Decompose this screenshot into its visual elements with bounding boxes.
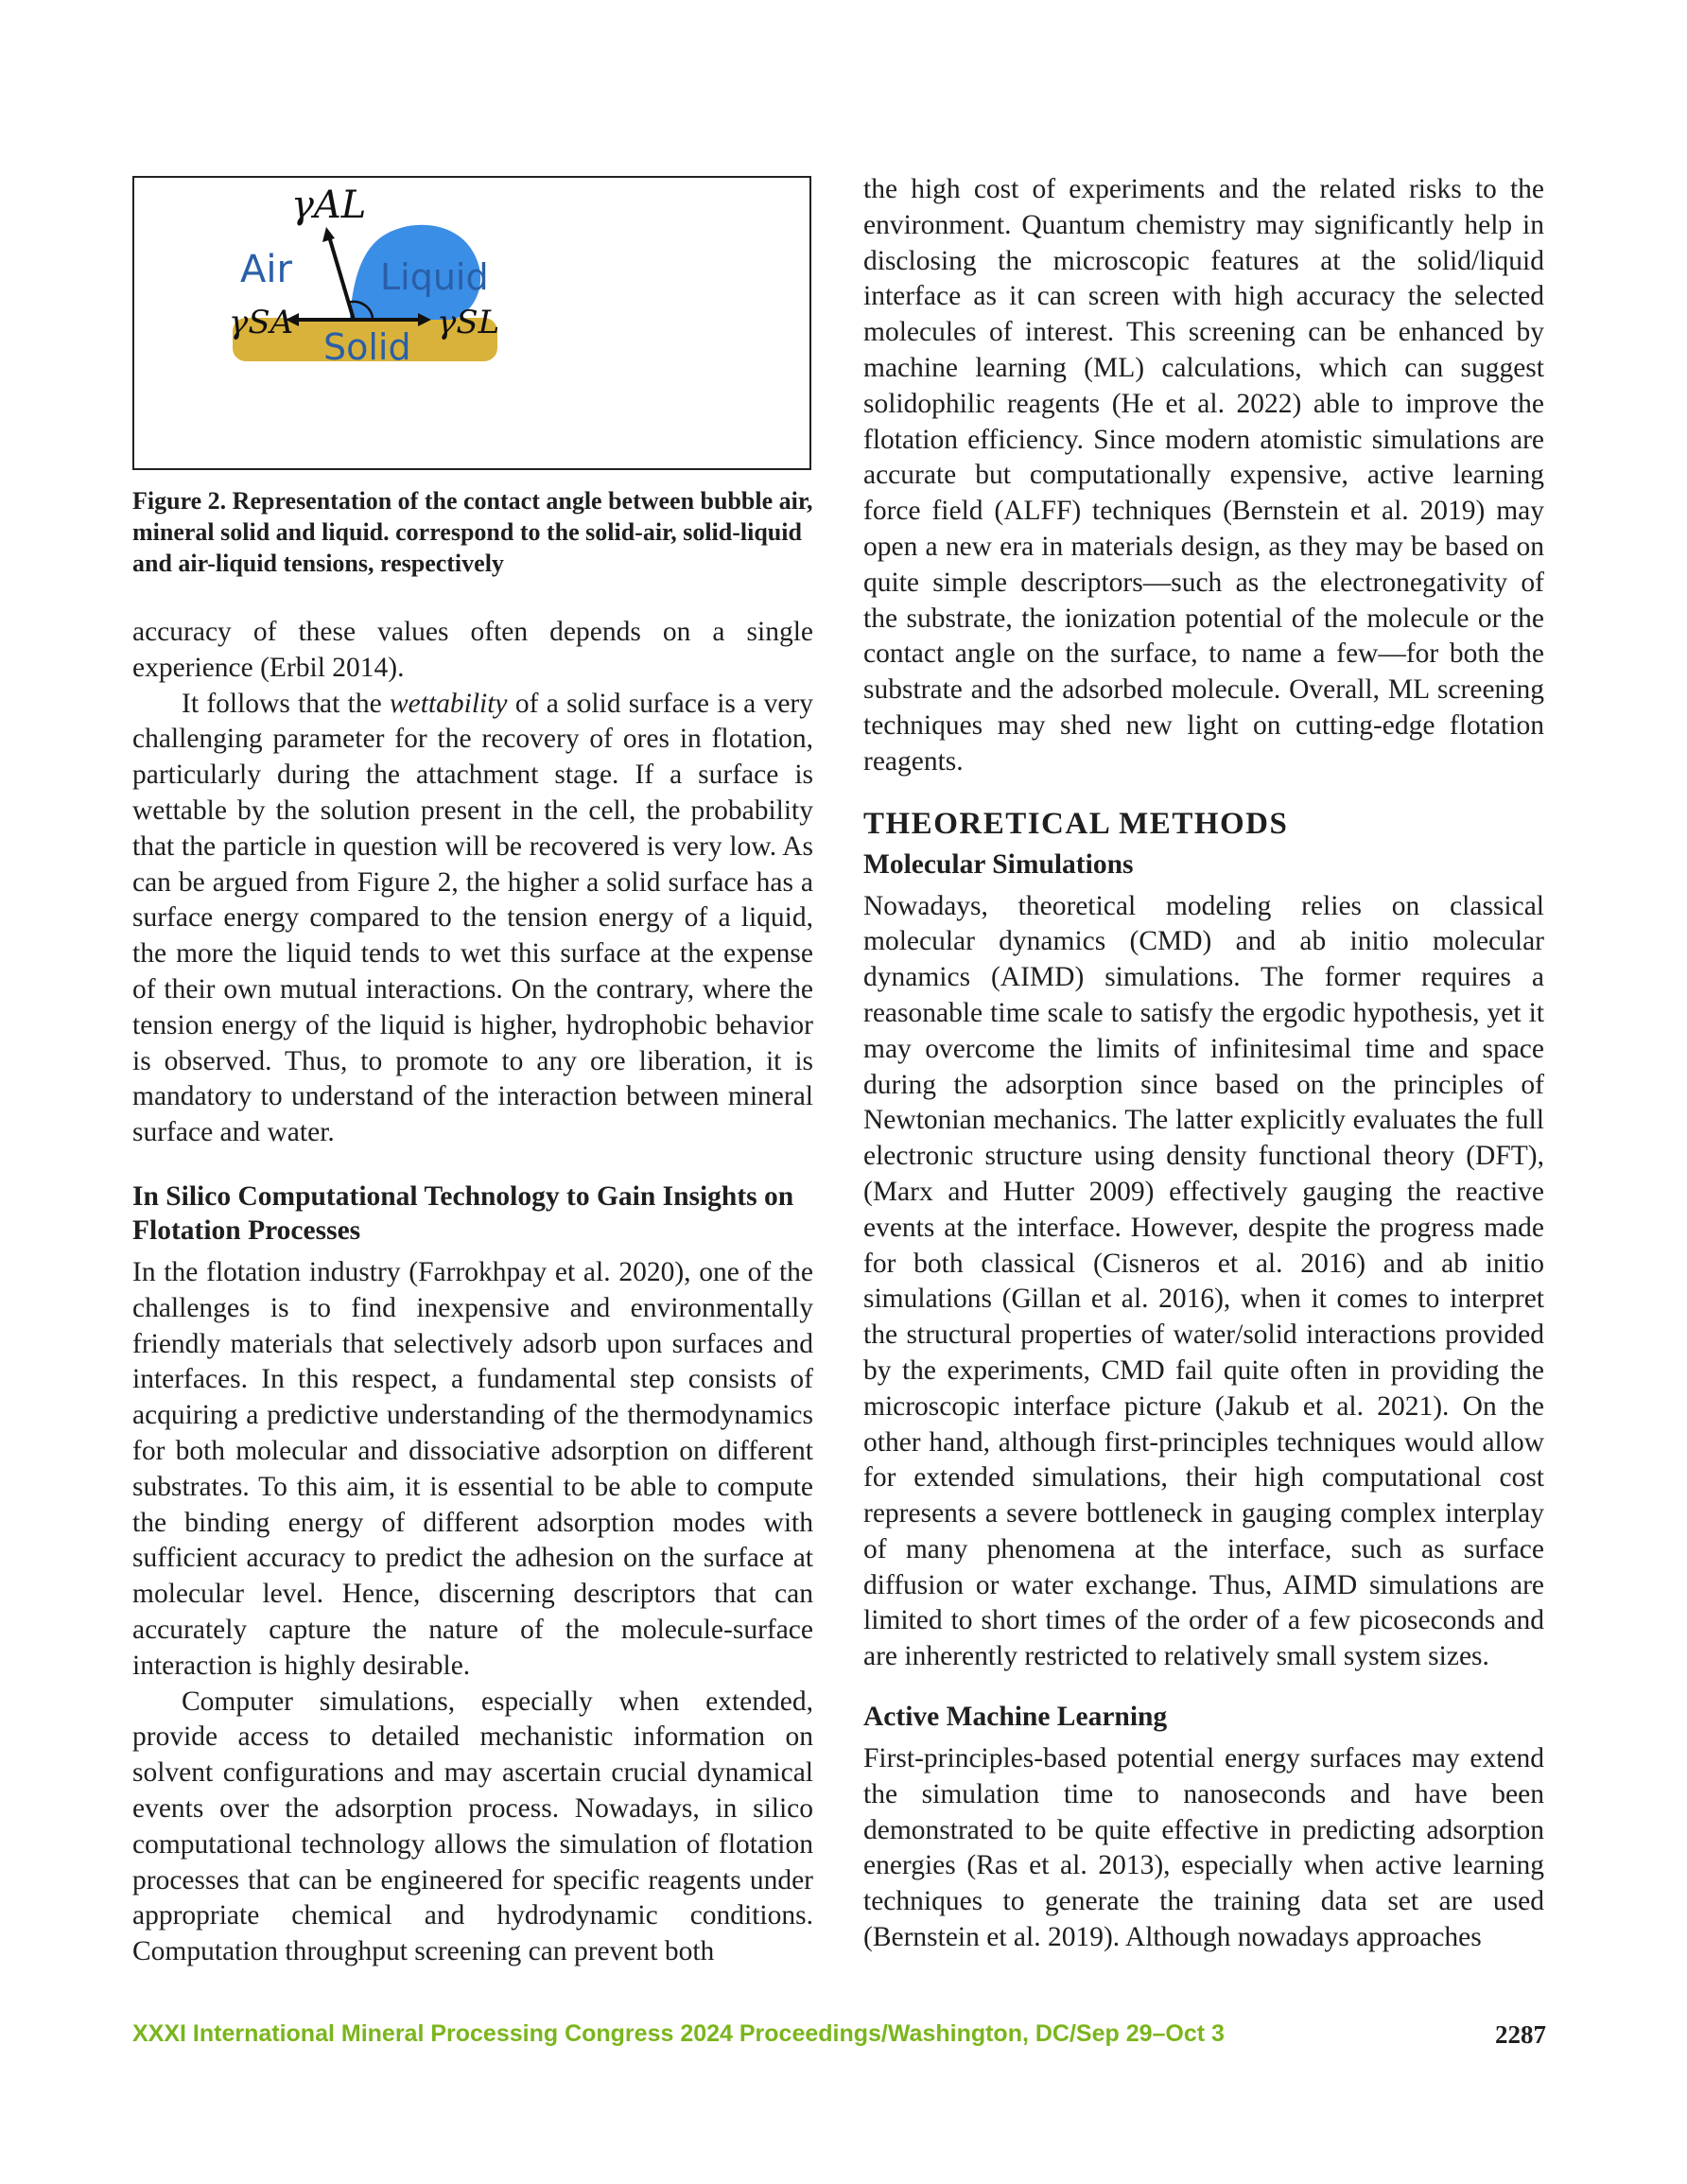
gamma-al-arrowhead: [322, 227, 335, 242]
figure-2: [132, 176, 811, 470]
contact-angle-diagram: [134, 178, 809, 468]
gamma-sa-label: γSA: [229, 304, 294, 341]
page-number: 2287: [1495, 2020, 1546, 2049]
heading-molecular-simulations: Molecular Simulations: [863, 848, 1134, 880]
liquid-label: Liquid: [380, 256, 489, 298]
page-footer: [132, 2020, 1546, 2058]
heading-active-machine-learning: Active Machine Learning: [863, 1702, 1168, 1733]
solid-label: Solid: [323, 326, 411, 368]
heading-theoretical-methods: THEORETICAL METHODS: [863, 806, 1289, 841]
air-label: Air: [240, 248, 292, 291]
right-column: [863, 176, 1544, 1956]
paragraph-accuracy: accuracy of these values often depends on a single experience (Erbil 2014).: [132, 617, 813, 683]
gamma-al-arrow: [329, 236, 354, 320]
paragraph-nowadays: Nowadays, theoretical modeling relies on classical molecular dynamics (CMD) and ab initio molecular dynamics (AIMD) simulations. The former requires a reasonable time scale to satisfy the ergodic hypothesis, yet it may overcome the limits of infinitesimal time and space during the adsorption since based on the principles of Newtonian mechanics. The latter explicitly evaluates the full electronic structure using density functional theory (DFT), (Marx and Hutter 2009) effectively gauging the reactive events at the interface. However, despite the progress made for both classical (Cisneros et al. 2016) and ab initio simulations (Gillan et al. 2016), when it comes to interpret the structural properties of water/solid interactions provided by the experiments, CMD fail quite often in providing the microscopic interface picture (Jakub et al. 2021). On the other hand, although first-principles techniques would allow for extended simulations, their high computational cost represents a severe bottleneck in gauging complex interplay of many phenomena at the interface, such as surface diffusion or water exchange. Thus, AIMD simulations are limited to short times of the order of a few picoseconds and are inherently restricted to relatively small system sizes.: [863, 890, 1544, 1672]
figure-caption: Figure 2. Representation of the contact angle between bubble air, mineral solid and liquid. correspond to the solid-air, solid-liquid and air-liquid tensions, respectively: [132, 487, 813, 577]
conference-footer: XXXI International Mineral Processing Congress 2024 Proceedings/Washington, DC/Sep 29–Oct 3: [132, 2020, 1225, 2047]
gamma-sl-label: γSL: [437, 304, 500, 341]
left-column: [132, 176, 813, 1970]
paragraph-first-principles: First-principles-based potential energy surfaces may extend the simulation time to nanoseconds and have been demonstrated to be quite effective in predicting adsorption energies (Ras et al. 2013), especially when active learning techniques to generate the training data set are used (Bernstein et al. 2019). Although nowadays approaches: [863, 1743, 1544, 1953]
heading-in-silico: In Silico Computational Technology to Gain Insights on Flotation Processes: [132, 1180, 794, 1246]
paragraph-wettability: [132, 687, 813, 1151]
paragraph-computer-simulations: Computer simulations, especially when extended, provide access to detailed mechanistic information on solvent configurations and may ascertain crucial dynamical events over the adsorption process. Nowadays, in silico computational technology allows the simulation of flotation processes that can be engineered for specific reagents under appropriate chemical and hydrodynamic conditions. Computation throughput screening can prevent both: [132, 1686, 813, 1967]
wettability-text-b: of a solid surface is a very challenging parameter for the recovery of ores in flotation, particularly during the attachment stage. If a surface is wettable by the solution present in the cell, the probability that the particle in question will be recovered is very low. As can be argued from Figure 2, the higher a solid surface has a surface energy compared to the tension energy of a liquid, the more the liquid tends to wet this surface at the expense of their own mutual interactions. On the contrary, where the tension energy of the liquid is higher, hydrophobic behavior is observed. Thus, to promote to any ore liberation, it is mandatory to understand of the interaction between mineral surface and water.: [132, 688, 813, 1148]
gamma-al-label: γAL: [291, 183, 367, 227]
wettability-term: wettability: [389, 688, 508, 719]
paragraph-flotation-industry: In the flotation industry (Farrokhpay et al. 2020), one of the challenges is to find inexpensive and environmentally friendly materials that selectively adsorb upon surfaces and interfaces. In this respect, a fundamental step consists of acquiring a predictive understanding of the thermodynamics for both molecular and dissociative adsorption on different substrates. To this aim, it is essential to be able to compute the binding energy of different adsorption modes with sufficient accuracy to predict the adhesion on the surface at molecular level. Hence, discerning descriptors that can accurately capture the nature of the molecule-surface interaction is highly desirable.: [132, 1256, 813, 1681]
wettability-text-a: It follows that the: [182, 688, 390, 719]
paragraph-high-cost: the high cost of experiments and the related risks to the environment. Quantum chemistry may significantly help in disclosing the microscopic features at the solid/liquid interface as it can screen with high accuracy the selected molecules of interest. This screening can be enhanced by machine learning (ML) calculations, which can suggest solidophilic reagents (He et al. 2022) able to improve the flotation efficiency. Since modern atomistic simulations are accurate but computationally expensive, active learning force field (ALFF) techniques (Bernstein et al. 2019) may open a new era in materials design, as they may be based on quite simple descriptors—such as the electronegativity of the substrate, the ionization potential of the molecule or the contact angle on the surface, to name a few—for both the substrate and the adsorbed molecule. Overall, ML screening techniques may shed new light on cutting-edge flotation reagents.: [863, 174, 1544, 777]
